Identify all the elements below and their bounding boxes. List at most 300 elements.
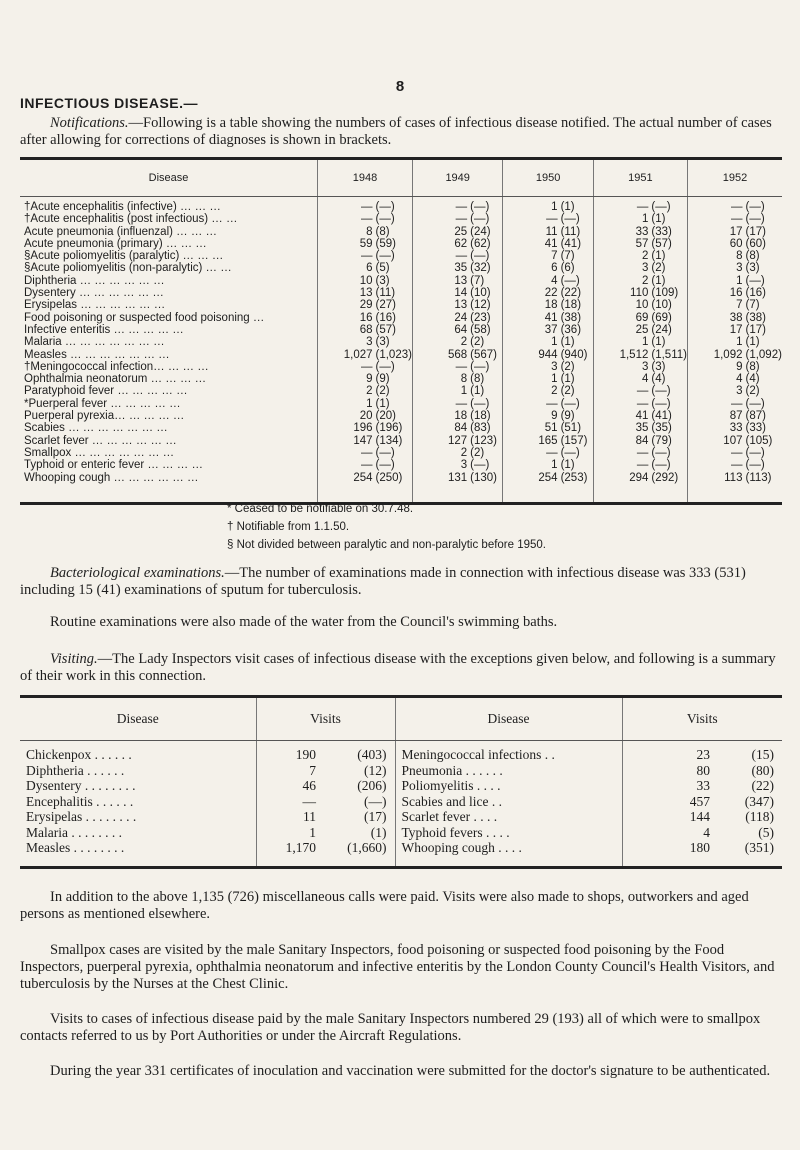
visits-cell: 23 xyxy=(622,741,712,763)
disease-cell: Poliomyelitis . . . . xyxy=(395,778,622,794)
count-cell: 25 xyxy=(412,226,469,238)
corrected-count-cell: (3) xyxy=(745,262,760,275)
count-cell: 110 xyxy=(593,287,650,299)
table-row xyxy=(20,238,782,250)
corrected-count-cell: (1) xyxy=(651,213,666,226)
corrected-count-cell: (1) xyxy=(560,373,575,386)
disease-cell: Ophthalmia neonatorum … … … … xyxy=(24,373,207,386)
corrected-count-cell: (18) xyxy=(560,299,582,312)
disease-cell: Paratyphoid fever … … … … … xyxy=(24,385,188,398)
corrected-count-cell: (18) xyxy=(470,410,491,423)
count-cell: 14 xyxy=(412,287,469,299)
corrected-count-cell: (87) xyxy=(745,410,766,423)
table-row xyxy=(20,197,782,214)
count-cell: 51 xyxy=(503,422,560,434)
table1-header-1950: 1950 xyxy=(503,159,593,197)
smallpox-paragraph: Smallpox cases are visited by the male Sanitary Inspectors, food poisoning or suspected food poisoning by the Food Inspectors, puerperal pyrexia, ophthalmia neonatorum and infective enteritis by the London County Council's Health Visitors, and tuberculosis by the Nurses at the Chest Clinic. xyxy=(20,942,775,992)
footnote-notifiable: † Notifiable from 1.1.50. xyxy=(227,521,350,533)
count-cell: 22 xyxy=(503,287,560,299)
corrected-count-cell: (41) xyxy=(651,410,672,423)
disease-cell: Encephalitis . . . . . . xyxy=(26,793,134,809)
corrected-count-cell: (32) xyxy=(470,262,491,275)
count-cell: 84 xyxy=(412,422,469,434)
disease-cell: Dysentery … … … … … … xyxy=(24,287,164,300)
corrected-count-cell: (9) xyxy=(560,410,575,423)
count-cell: — xyxy=(593,197,650,214)
corrected-count-cell: (1,511) xyxy=(651,348,687,361)
visits-cell: — xyxy=(256,794,318,810)
count-cell: — xyxy=(687,447,744,459)
count-cell: 24 xyxy=(412,312,469,324)
count-cell: 3 xyxy=(687,385,744,397)
visits-cell: 457 xyxy=(622,794,712,810)
corrected-count-cell: (—) xyxy=(470,213,490,226)
table2-header-disease-right: Disease xyxy=(395,697,622,741)
corrected-count-cell: (24) xyxy=(470,225,491,238)
table-row xyxy=(20,324,782,336)
count-cell: 3 xyxy=(318,336,375,348)
disease-cell: Scabies and lice . . xyxy=(395,794,622,810)
count-cell: 147 xyxy=(318,435,375,447)
corrected-count-cell: (9) xyxy=(375,373,390,386)
corrected-count-cell: (1) xyxy=(651,274,666,287)
page-number: 8 xyxy=(395,78,405,95)
count-cell: 64 xyxy=(412,324,469,336)
count-cell: 2 xyxy=(593,250,650,262)
corrected-count-cell: (—) xyxy=(560,397,580,410)
table-row xyxy=(20,472,782,484)
count-cell: 13 xyxy=(318,287,375,299)
disease-cell: Malaria . . . . . . . . xyxy=(26,824,122,840)
count-cell: — xyxy=(593,447,650,459)
corrected-count-cell: (123) xyxy=(470,434,497,447)
disease-cell: Whooping cough … … … … … … xyxy=(24,471,199,484)
corrected-count-cell: (1) xyxy=(651,250,666,263)
visits-cell: 1,170 xyxy=(256,840,318,856)
count-cell: — xyxy=(503,213,560,225)
corrected-count-cell: (24) xyxy=(651,323,672,336)
disease-cell: Scabies … … … … … … … xyxy=(24,422,168,435)
count-cell: 25 xyxy=(593,324,650,336)
corrected-count-cell: (57) xyxy=(375,323,396,336)
visits-cell: 33 xyxy=(622,778,712,794)
corrected-count-cell: (20) xyxy=(375,410,396,423)
corrected-count-cell: (8) xyxy=(745,360,760,373)
corrected-count-cell: (7) xyxy=(745,299,760,312)
corrected-count-cell: (—) xyxy=(560,274,580,287)
count-cell: 62 xyxy=(412,238,469,250)
disease-cell: †Acute encephalitis (post infectious) … … xyxy=(24,213,238,226)
count-cell: 35 xyxy=(412,262,469,274)
corrected-count-cell: (—) xyxy=(375,250,395,263)
corrected-count-cell: (23) xyxy=(470,311,491,324)
table-row xyxy=(20,250,782,262)
previous-visits-cell: (347) xyxy=(744,793,774,809)
count-cell: — xyxy=(687,459,744,471)
table-row xyxy=(20,459,782,471)
visits-cell: 144 xyxy=(622,809,712,825)
count-cell: 944 xyxy=(503,349,560,361)
count-cell: 254 xyxy=(318,472,375,484)
table2-header-visits-left: Visits xyxy=(256,697,395,741)
corrected-count-cell: (6) xyxy=(560,262,575,275)
corrected-count-cell: (10) xyxy=(470,287,491,300)
corrected-count-cell: (—) xyxy=(470,201,490,213)
count-cell: 254 xyxy=(503,472,560,484)
previous-visits-cell: (12) xyxy=(364,762,387,778)
count-cell: 2 xyxy=(412,447,469,459)
table-row xyxy=(20,435,782,447)
corrected-count-cell: (—) xyxy=(745,201,765,213)
count-cell: 60 xyxy=(687,238,744,250)
disease-cell: Measles . . . . . . . . xyxy=(26,840,125,855)
disease-cell: Infective enteritis … … … … … xyxy=(24,323,184,336)
table-row xyxy=(20,410,782,422)
count-cell: 38 xyxy=(687,312,744,324)
table1-header-1952: 1952 xyxy=(687,159,782,197)
corrected-count-cell: (292) xyxy=(651,471,679,484)
count-cell: 41 xyxy=(503,238,560,250)
table-row xyxy=(20,447,782,459)
table2-header-disease-left: Disease xyxy=(20,697,256,741)
corrected-count-cell: (109) xyxy=(651,287,679,300)
corrected-count-cell: (940) xyxy=(560,348,588,361)
corrected-count-cell: (—) xyxy=(745,459,765,472)
corrected-count-cell: (51) xyxy=(560,422,582,435)
count-cell: 107 xyxy=(687,435,744,447)
corrected-count-cell: (2) xyxy=(560,360,575,373)
count-cell: — xyxy=(593,459,650,471)
count-cell: — xyxy=(318,213,375,225)
corrected-count-cell: (—) xyxy=(745,213,765,226)
table-row xyxy=(20,385,782,397)
table1-header-1948: 1948 xyxy=(318,159,413,197)
table2-header-visits-right: Visits xyxy=(622,697,782,741)
count-cell: 6 xyxy=(318,262,375,274)
count-cell: 4 xyxy=(593,373,650,385)
corrected-count-cell: (105) xyxy=(745,434,773,447)
count-cell: — xyxy=(318,447,375,459)
count-cell: 37 xyxy=(503,324,560,336)
corrected-count-cell: (35) xyxy=(651,422,672,435)
disease-cell: Meningococcal infections . . xyxy=(395,741,622,763)
disease-cell: Erysipelas … … … … … … xyxy=(24,299,166,312)
corrected-count-cell: (17) xyxy=(745,323,766,336)
disease-cell: §Acute poliomyelitis (paralytic) … … … xyxy=(24,250,224,263)
corrected-count-cell: (2) xyxy=(560,385,575,398)
disease-cell: Diphtheria … … … … … … xyxy=(24,274,165,287)
count-cell: 10 xyxy=(318,275,375,287)
count-cell: 8 xyxy=(318,226,375,238)
table-row xyxy=(20,226,782,238)
table-row xyxy=(20,794,782,810)
disease-cell: †Acute encephalitis (infective) … … … xyxy=(24,201,221,213)
count-cell: — xyxy=(318,361,375,373)
count-cell: 41 xyxy=(593,410,650,422)
corrected-count-cell: (33) xyxy=(651,225,672,238)
bacteriological-paragraph xyxy=(20,565,782,599)
count-cell: 113 xyxy=(687,472,744,484)
corrected-count-cell: (2) xyxy=(375,385,390,398)
count-cell: 3 xyxy=(412,459,469,471)
count-cell: — xyxy=(412,197,469,214)
notifications-text: —Following is a table showing the numbers of cases of infectious disease notified. The actual number of cases after allowing for corrections of diagnoses is shown in brackets. xyxy=(20,115,772,148)
count-cell: 9 xyxy=(687,361,744,373)
corrected-count-cell: (10) xyxy=(651,299,672,312)
corrected-count-cell: (33) xyxy=(745,422,766,435)
visits-cell: 11 xyxy=(256,809,318,825)
visiting-paragraph xyxy=(20,651,782,685)
corrected-count-cell: (—) xyxy=(651,201,671,213)
corrected-count-cell: (1) xyxy=(470,385,485,398)
count-cell: 18 xyxy=(412,410,469,422)
disease-cell: Malaria … … … … … … … xyxy=(24,336,165,349)
count-cell: 33 xyxy=(687,422,744,434)
count-cell: 17 xyxy=(687,226,744,238)
disease-cell: *Puerperal fever … … … … … xyxy=(24,397,181,410)
count-cell: 18 xyxy=(503,299,560,311)
table-row xyxy=(20,213,782,225)
disease-cell: †Meningococcal infection… … … … xyxy=(24,360,209,373)
corrected-count-cell: (1) xyxy=(745,336,760,349)
visits-cell: 1 xyxy=(256,825,318,841)
count-cell: — xyxy=(318,250,375,262)
corrected-count-cell: (38) xyxy=(560,311,582,324)
disease-cell: Smallpox … … … … … … … xyxy=(24,446,175,459)
count-cell: 1 xyxy=(687,275,744,287)
corrected-count-cell: (1) xyxy=(560,459,575,472)
previous-visits-cell: (15) xyxy=(751,747,774,762)
count-cell: 1 xyxy=(687,336,744,348)
count-cell: 9 xyxy=(503,410,560,422)
corrected-count-cell: (2) xyxy=(470,336,485,349)
routine-paragraph: Routine examinations were also made of the water from the Council's swimming baths. xyxy=(50,614,558,630)
corrected-count-cell: (567) xyxy=(470,348,497,361)
count-cell: 57 xyxy=(593,238,650,250)
notifications-lead: Notifications. xyxy=(50,115,129,131)
count-cell: 84 xyxy=(593,435,650,447)
count-cell: 294 xyxy=(593,472,650,484)
corrected-count-cell: (—) xyxy=(375,213,395,226)
count-cell: 16 xyxy=(687,287,744,299)
previous-visits-cell: (1) xyxy=(370,824,387,840)
count-cell: 1 xyxy=(412,385,469,397)
count-cell: — xyxy=(503,447,560,459)
table-row xyxy=(20,312,782,324)
previous-visits-cell: (403) xyxy=(357,747,387,762)
count-cell: 3 xyxy=(687,262,744,274)
table1-header-1951: 1951 xyxy=(593,159,687,197)
count-cell: 4 xyxy=(503,275,560,287)
corrected-count-cell: (—) xyxy=(651,446,671,459)
previous-visits-cell: (—) xyxy=(364,793,387,809)
corrected-count-cell: (3) xyxy=(375,274,390,287)
corrected-count-cell: (3) xyxy=(651,360,666,373)
count-cell: 6 xyxy=(503,262,560,274)
disease-cell: Scarlet fever … … … … … … xyxy=(24,434,177,447)
count-cell: 2 xyxy=(412,336,469,348)
corrected-count-cell: (1) xyxy=(375,397,390,410)
corrected-count-cell: (2) xyxy=(470,446,485,459)
corrected-count-cell: (—) xyxy=(470,360,490,373)
count-cell: 1 xyxy=(593,336,650,348)
visits-cell: 190 xyxy=(256,741,318,763)
count-cell: 1 xyxy=(593,213,650,225)
table-row xyxy=(20,825,782,841)
count-cell: — xyxy=(412,213,469,225)
corrected-count-cell: (58) xyxy=(470,323,491,336)
corrected-count-cell: (7) xyxy=(470,274,485,287)
corrected-count-cell: (—) xyxy=(470,397,490,410)
corrected-count-cell: (1,023) xyxy=(375,348,412,361)
corrected-count-cell: (2) xyxy=(745,385,760,398)
footnote-ceased: * Ceased to be notifiable on 30.7.48. xyxy=(227,503,414,515)
corrected-count-cell: (22) xyxy=(560,287,582,300)
corrected-count-cell: (5) xyxy=(375,262,390,275)
corrected-count-cell: (11) xyxy=(560,225,581,238)
count-cell: — xyxy=(318,459,375,471)
corrected-count-cell: (69) xyxy=(651,311,672,324)
visits-cell: 80 xyxy=(622,763,712,779)
table-row xyxy=(20,778,782,794)
corrected-count-cell: (—) xyxy=(375,459,395,472)
bacteriological-lead: Bacteriological examinations. xyxy=(50,565,225,581)
disease-cell: Acute pneumonia (primary) … … … xyxy=(24,237,207,250)
count-cell: 10 xyxy=(593,299,650,311)
disease-cell: Diphtheria . . . . . . xyxy=(26,762,125,778)
corrected-count-cell: (157) xyxy=(560,434,588,447)
count-cell: 29 xyxy=(318,299,375,311)
count-cell: — xyxy=(593,398,650,410)
previous-visits-cell: (17) xyxy=(364,809,387,824)
disease-cell: Pneumonia . . . . . . xyxy=(395,763,622,779)
corrected-count-cell: (—) xyxy=(745,397,765,410)
corrected-count-cell: (41) xyxy=(560,237,582,250)
corrected-count-cell: (—) xyxy=(745,274,765,287)
count-cell: 3 xyxy=(503,361,560,373)
count-cell: 68 xyxy=(318,324,375,336)
corrected-count-cell: (—) xyxy=(651,385,671,398)
count-cell: 1,092 xyxy=(687,349,744,361)
corrected-count-cell: (83) xyxy=(470,422,491,435)
corrected-count-cell: (—) xyxy=(651,459,671,472)
corrected-count-cell: (62) xyxy=(470,237,491,250)
corrected-count-cell: (38) xyxy=(745,311,766,324)
count-cell: 87 xyxy=(687,410,744,422)
disease-cell: Puerperal pyrexia… … … … … xyxy=(24,410,185,423)
corrected-count-cell: (—) xyxy=(375,201,395,213)
disease-cell: Measles … … … … … … … xyxy=(24,348,170,361)
corrected-count-cell: (130) xyxy=(470,471,497,484)
disease-cell: Whooping cough . . . . xyxy=(395,840,622,856)
disease-cell: Erysipelas . . . . . . . . xyxy=(26,809,137,824)
table-row xyxy=(20,741,782,763)
corrected-count-cell: (1) xyxy=(560,336,575,349)
count-cell: 127 xyxy=(412,435,469,447)
corrected-count-cell: (1) xyxy=(651,336,666,349)
count-cell: 1,027 xyxy=(318,349,375,361)
footnote-not-divided: § Not divided between paralytic and non-paralytic before 1950. xyxy=(227,539,547,551)
table-row xyxy=(20,275,782,287)
count-cell: 1 xyxy=(503,336,560,348)
count-cell: 2 xyxy=(318,385,375,397)
corrected-count-cell: (—) xyxy=(560,213,580,226)
count-cell: 3 xyxy=(593,262,650,274)
previous-visits-cell: (206) xyxy=(357,778,387,793)
visits-cell: 180 xyxy=(622,840,712,856)
count-cell: 1 xyxy=(503,459,560,471)
corrected-count-cell: (8) xyxy=(375,225,390,238)
count-cell: 9 xyxy=(318,373,375,385)
corrected-count-cell: (27) xyxy=(375,299,396,312)
table-row xyxy=(20,287,782,299)
count-cell: 131 xyxy=(412,472,469,484)
count-cell: — xyxy=(503,398,560,410)
corrected-count-cell: (7) xyxy=(560,250,575,263)
count-cell: 1 xyxy=(503,197,560,214)
count-cell: 11 xyxy=(503,226,560,238)
corrected-count-cell: (16) xyxy=(375,311,396,324)
visiting-lead: Visiting. xyxy=(50,651,98,667)
disease-cell: Chickenpox . . . . . . xyxy=(26,747,132,762)
visiting-text: —The Lady Inspectors visit cases of infectious disease with the exceptions given below, and following is a summary of their work in this connection. xyxy=(20,651,776,684)
section-heading: INFECTIOUS DISEASE.— xyxy=(20,95,199,111)
corrected-count-cell: (57) xyxy=(651,237,672,250)
table-row xyxy=(20,349,782,361)
table-row xyxy=(20,840,782,856)
visits-table xyxy=(20,695,782,869)
corrected-count-cell: (8) xyxy=(745,250,760,263)
count-cell: 59 xyxy=(318,238,375,250)
count-cell: 8 xyxy=(687,250,744,262)
notifications-paragraph xyxy=(20,115,782,149)
previous-visits-cell: (5) xyxy=(758,824,774,840)
corrected-count-cell: (—) xyxy=(375,446,395,459)
previous-visits-cell: (22) xyxy=(751,778,774,793)
count-cell: 2 xyxy=(593,275,650,287)
disease-cell: Typhoid fevers . . . . xyxy=(395,825,622,841)
certificates-paragraph: During the year 331 certificates of inoculation and vaccination were submitted for the doctor's signature to be authenticated. xyxy=(50,1063,771,1079)
corrected-count-cell: (59) xyxy=(375,237,396,250)
corrected-count-cell: (1,092) xyxy=(745,348,782,361)
count-cell: 41 xyxy=(503,312,560,324)
table-row xyxy=(20,763,782,779)
sanitary-inspectors-paragraph: Visits to cases of infectious disease paid by the male Sanitary Inspectors numbered 29 (193) all of which were to smallpox contacts referred to us by Port Authorities or under the Aircraft Regulations. xyxy=(20,1011,761,1044)
corrected-count-cell: (3) xyxy=(375,336,390,349)
visits-cell: 46 xyxy=(256,778,318,794)
count-cell: 17 xyxy=(687,324,744,336)
count-cell: 8 xyxy=(412,373,469,385)
count-cell: 33 xyxy=(593,226,650,238)
count-cell: 20 xyxy=(318,410,375,422)
corrected-count-cell: (1) xyxy=(560,201,575,213)
corrected-count-cell: (250) xyxy=(375,471,403,484)
count-cell: 69 xyxy=(593,312,650,324)
corrected-count-cell: (79) xyxy=(651,434,672,447)
count-cell: 1,512 xyxy=(593,349,650,361)
count-cell: 7 xyxy=(503,250,560,262)
corrected-count-cell: (60) xyxy=(745,237,766,250)
disease-cell: Scarlet fever . . . . xyxy=(395,809,622,825)
disease-cell: §Acute poliomyelitis (non-paralytic) … … xyxy=(24,262,232,275)
count-cell: 35 xyxy=(593,422,650,434)
count-cell: — xyxy=(593,385,650,397)
previous-visits-cell: (351) xyxy=(744,840,774,855)
corrected-count-cell: (196) xyxy=(375,422,403,435)
corrected-count-cell: (12) xyxy=(470,299,491,312)
table1-header-1949: 1949 xyxy=(412,159,502,197)
notifications-table xyxy=(20,157,782,505)
